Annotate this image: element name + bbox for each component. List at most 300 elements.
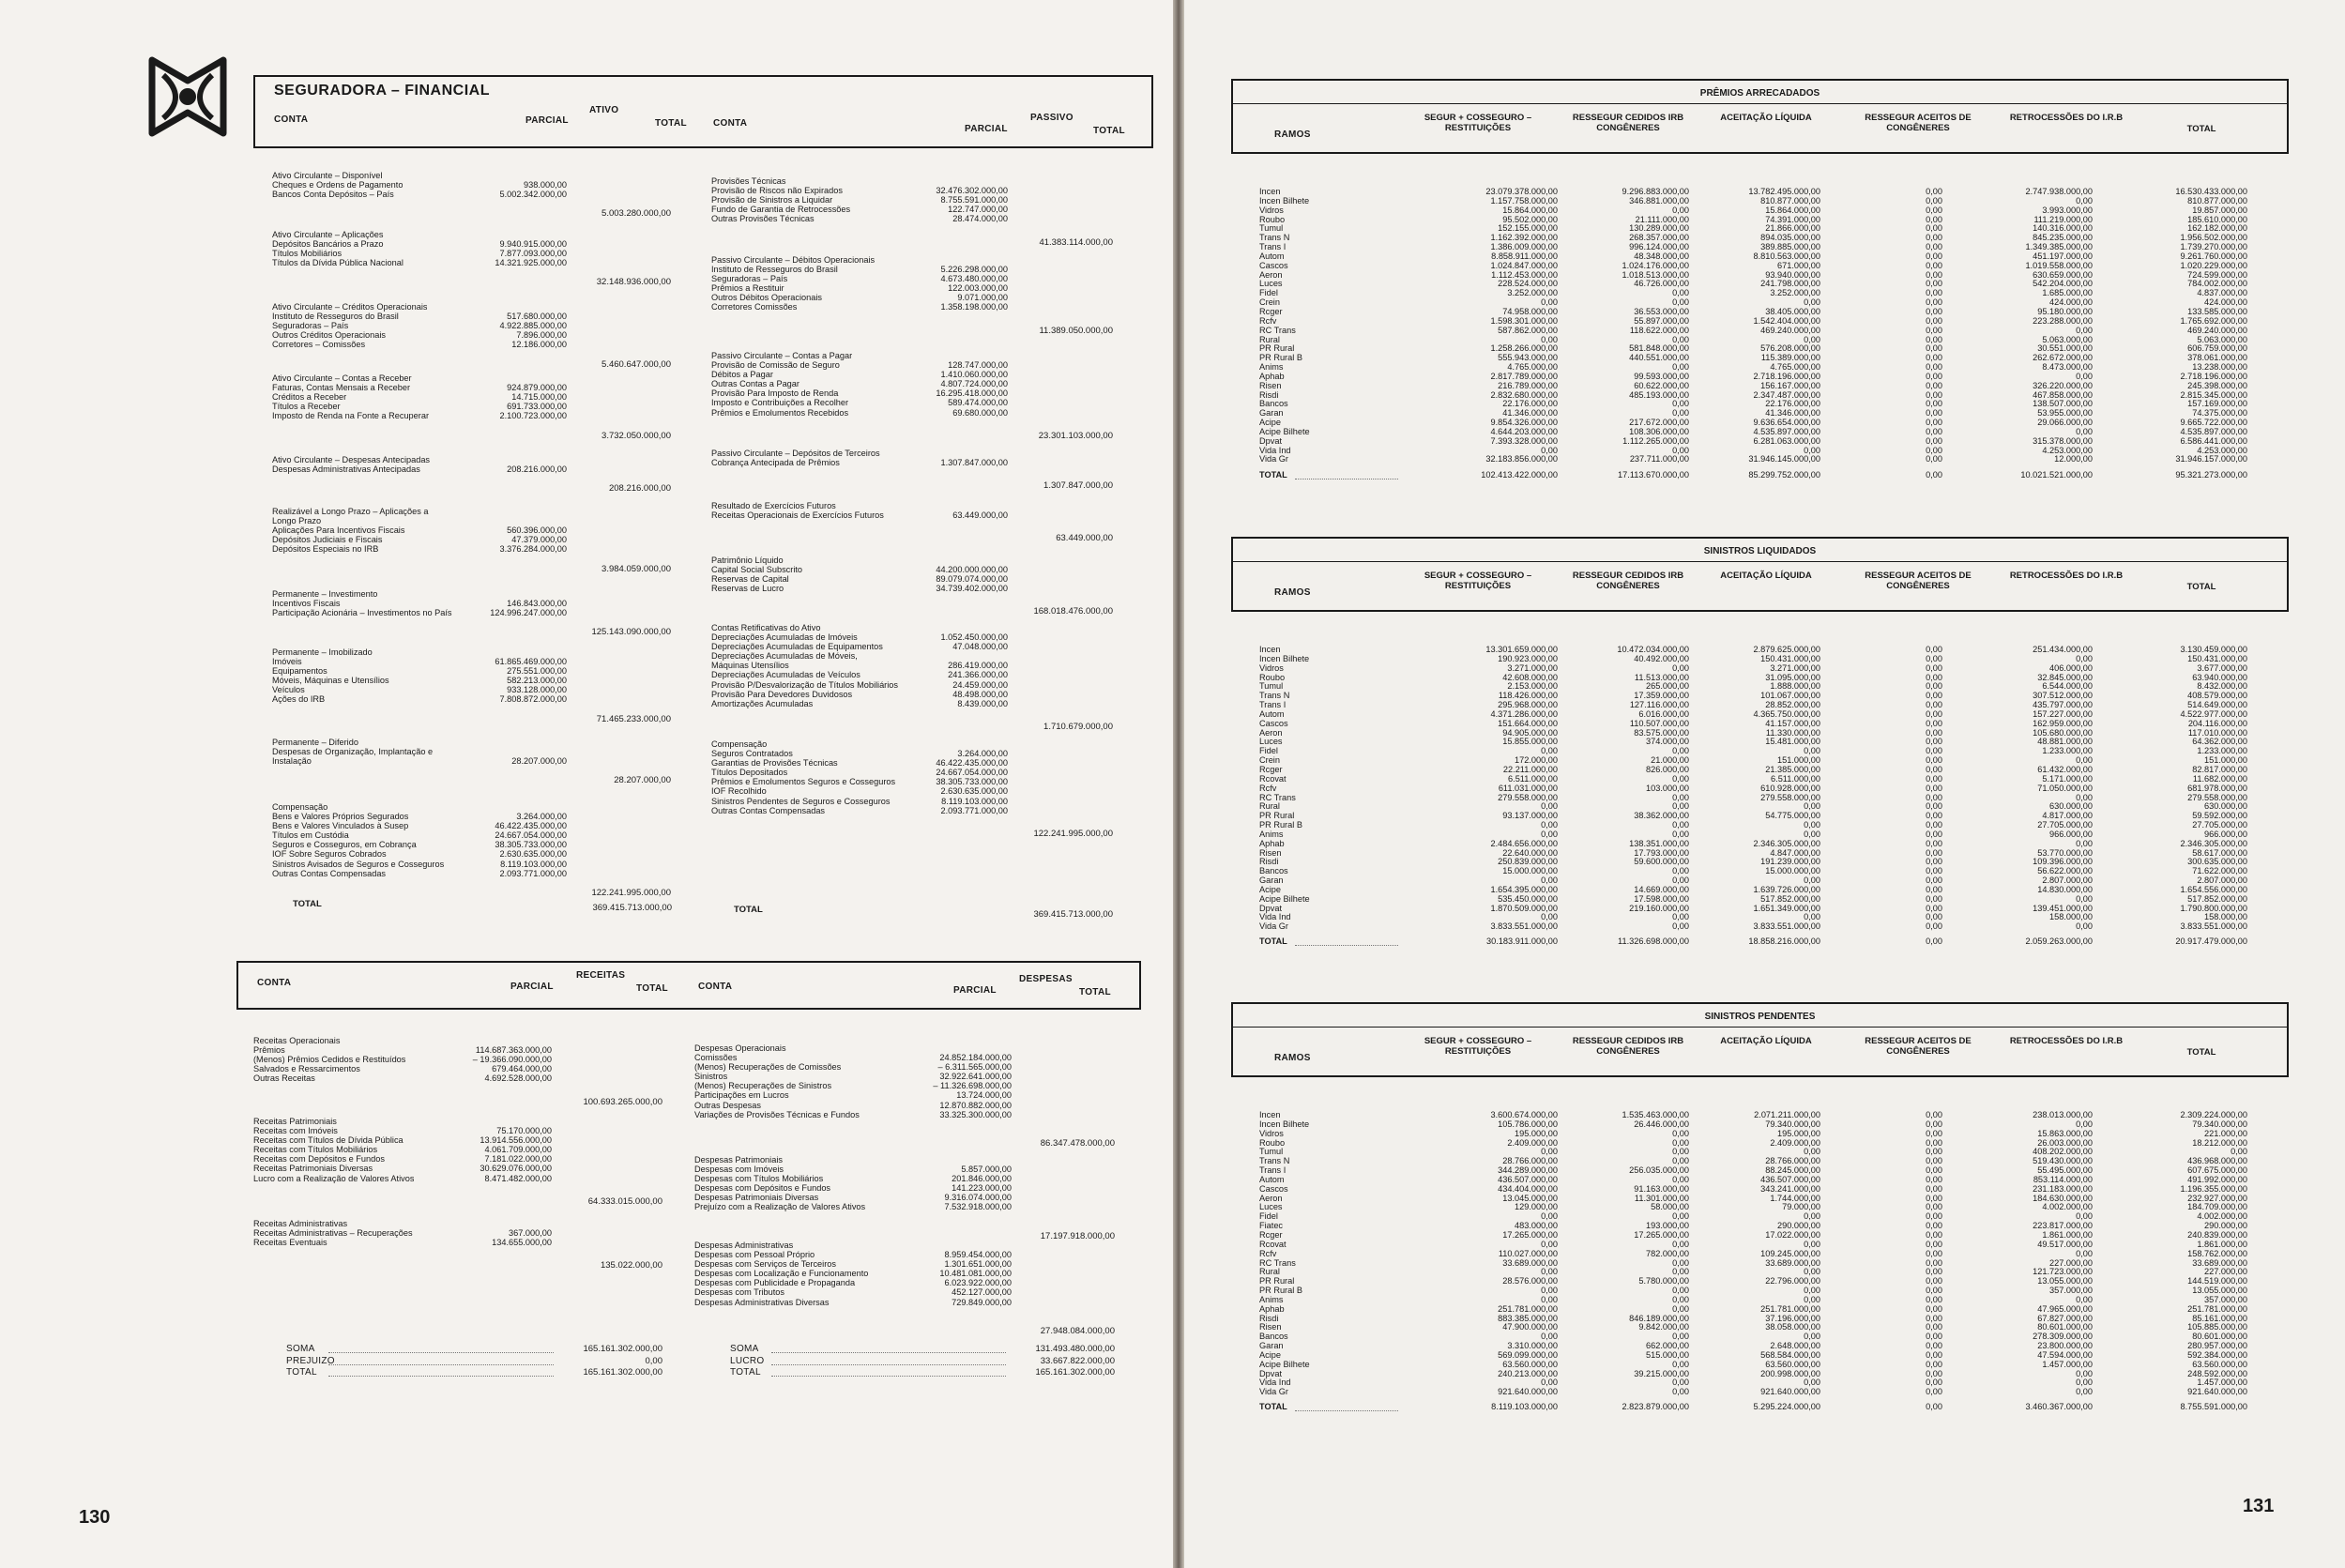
value-cell: 435.797.000,00 <box>2033 700 2093 710</box>
value-cell: 26.446.000,00 <box>1634 1119 1689 1129</box>
value-cell: 0,00 <box>1541 912 1558 922</box>
account-line: Sinistros <box>694 1072 728 1082</box>
value-cell: 0,00 <box>1926 783 1942 793</box>
value-cell: 108.306.000,00 <box>1629 426 1689 436</box>
partial-value: 46.422.435.000,00 <box>936 758 1008 769</box>
value-cell: 0,00 <box>1804 1147 1820 1157</box>
ramo-name: Vida Gr <box>1259 921 1288 932</box>
value-cell: 4.002.000,00 <box>2197 1211 2247 1222</box>
value-cell: 0,00 <box>1926 653 1942 663</box>
account-line: Corretores – Comissões <box>272 340 366 350</box>
partial-value: 5.226.298.000,00 <box>940 265 1008 275</box>
account-line: Comissões <box>694 1053 738 1063</box>
account-line: Variações de Provisões Técnicas e Fundos <box>694 1109 860 1119</box>
account-line: Ações do IRB <box>272 694 326 705</box>
value-cell: 18.212.000,00 <box>2192 1137 2247 1148</box>
account-line: Despesas de Organização, Implantação e <box>272 747 434 757</box>
value-cell: 138.507.000,00 <box>2033 399 2093 409</box>
partial-value: 141.223.000,00 <box>952 1183 1012 1194</box>
value-cell: 0,00 <box>1672 1239 1689 1249</box>
value-cell: 406.000,00 <box>2049 662 2093 673</box>
account-line: Outros Débitos Operacionais <box>711 293 822 303</box>
value-cell: 22.796.000,00 <box>1765 1276 1820 1286</box>
value-cell: 105.885.000,00 <box>2187 1322 2247 1332</box>
ramos-column <box>1259 188 1310 464</box>
account-line: Seguradoras – País <box>711 274 788 284</box>
partial-value: 452.127.000,00 <box>952 1287 1012 1298</box>
col-total: TOTAL <box>655 118 687 129</box>
total-value: 5.295.224.000,00 <box>1753 1402 1820 1412</box>
value-cell: 826.000,00 <box>1646 764 1689 774</box>
account-group-label <box>711 501 884 520</box>
partial-values <box>920 1043 1012 1119</box>
partial-value <box>477 802 567 812</box>
account-line: Depósitos Judiciais e Fiscais <box>272 535 383 545</box>
account-group-label <box>272 230 404 267</box>
value-cell: 99.593.000,00 <box>1634 371 1689 381</box>
value-cell: 79.340.000,00 <box>1765 1119 1820 1129</box>
account-line: Amortizações Acumuladas <box>711 698 814 708</box>
value-cell: 109.396.000,00 <box>2033 857 2093 867</box>
partial-value: 7.532.918.000,00 <box>944 1202 1012 1212</box>
value-cell: 133.585.000,00 <box>2187 306 2247 316</box>
total-value: 3.460.367.000,00 <box>2025 1402 2093 1412</box>
partial-value: – 19.366.090.000,00 <box>472 1055 552 1065</box>
ramo-name: Incen <box>1259 645 1281 654</box>
value-cell: 280.957.000,00 <box>2187 1341 2247 1351</box>
partial-value: 28.207.000,00 <box>511 756 567 767</box>
ramo-name: Aphab <box>1259 371 1285 381</box>
value-cell: 22.176.000,00 <box>1502 399 1558 409</box>
value-cell: 1.739.270.000,00 <box>2180 242 2247 252</box>
value-cell: 436.507.000,00 <box>1498 1174 1558 1184</box>
right-page <box>1184 0 2345 1568</box>
value-cell: 4.837.000,00 <box>2197 288 2247 298</box>
value-cell: 11.330.000,00 <box>1765 727 1820 738</box>
partial-values <box>467 1219 552 1247</box>
total-value: 0,00 <box>1926 469 1942 480</box>
value-cell: 0,00 <box>1672 1211 1689 1222</box>
footer-label: SOMA <box>730 1344 759 1354</box>
value-cell: 0,00 <box>1926 371 1942 381</box>
ramo-name: Rural <box>1259 1267 1280 1277</box>
ramo-name: Tumul <box>1259 223 1284 234</box>
value-cell: 0,00 <box>1926 242 1942 252</box>
ramo-name: Garan <box>1259 1341 1284 1351</box>
value-cell: 1.654.395.000,00 <box>1490 884 1558 894</box>
value-cell: 630.000,00 <box>2049 801 2093 812</box>
value-cell: 290.000,00 <box>1777 1221 1820 1231</box>
partial-values <box>477 507 567 554</box>
value-cell: 0,00 <box>1926 1119 1942 1129</box>
value-cell: 31.946.145.000,00 <box>1748 454 1820 464</box>
value-cell: 47.965.000,00 <box>2037 1303 2093 1314</box>
account-line: Depósitos Bancários a Prazo <box>272 239 384 250</box>
value-cell: 0,00 <box>2076 1378 2093 1388</box>
value-cell: 83.575.000,00 <box>1634 727 1689 738</box>
partial-value: 7.181.022.000,00 <box>484 1154 552 1165</box>
value-cell: 0,00 <box>1926 773 1942 784</box>
ramo-name: Rcger <box>1259 764 1283 774</box>
value-cell: 0,00 <box>1541 1378 1558 1388</box>
value-cell: 140.316.000,00 <box>2033 223 2093 234</box>
value-cell: 3.833.551.000,00 <box>1753 921 1820 932</box>
value-cell: 0,00 <box>1926 746 1942 756</box>
value-cell: 7.393.328.000,00 <box>1490 435 1558 446</box>
partial-values <box>916 623 1008 708</box>
value-cell: 22.176.000,00 <box>1765 399 1820 409</box>
account-line: Participações em Lucros <box>694 1090 789 1101</box>
value-cell: 1.258.266.000,00 <box>1490 343 1558 354</box>
group-total: 64.333.015.000,00 <box>587 1195 662 1207</box>
ramo-name: Aeron <box>1259 727 1283 738</box>
ramo-name: Cascos <box>1259 1183 1288 1194</box>
value-cell: 3.271.000,00 <box>1507 662 1558 673</box>
total-label: TOTAL <box>1259 1402 1287 1412</box>
ramo-name: Trans I <box>1259 242 1287 252</box>
footer-label: TOTAL <box>730 1367 761 1378</box>
ramo-name: Rcger <box>1259 306 1283 316</box>
value-cell: 0,00 <box>1926 1147 1942 1157</box>
value-cell: 3.833.551.000,00 <box>2180 921 2247 932</box>
value-cell: 1.765.692.000,00 <box>2180 315 2247 326</box>
value-cell: 5.171.000,00 <box>2042 773 2093 784</box>
value-cell: 251.781.000,00 <box>1498 1303 1558 1314</box>
partial-value: 2.093.771.000,00 <box>499 868 567 878</box>
account-line: Permanente – Diferido <box>272 738 358 747</box>
ramo-name: Vida Gr <box>1259 1387 1288 1397</box>
value-cell: 1.019.558.000,00 <box>2025 260 2093 270</box>
value-cell: 581.848.000,00 <box>1629 343 1689 354</box>
partial-value: 44.200.000.000,00 <box>936 565 1008 575</box>
ramo-name: Aphab <box>1259 1303 1285 1314</box>
ramo-name: Vida Gr <box>1259 454 1288 464</box>
value-cell: 1.233.000,00 <box>2197 746 2247 756</box>
value-cell: 0,00 <box>1926 811 1942 821</box>
value-cell: 110.507.000,00 <box>1629 718 1689 728</box>
account-line: Receitas Operacionais de Exercícios Futuros <box>711 510 884 521</box>
value-cell: 3.677.000,00 <box>2197 662 2247 673</box>
value-cell: 0,00 <box>1541 1294 1558 1304</box>
value-cell: 4.765.000,00 <box>1770 362 1820 373</box>
value-cell: 0,00 <box>1926 1387 1942 1397</box>
ramo-name: Aeron <box>1259 1193 1283 1203</box>
account-line: Provisões Técnicas <box>711 176 786 186</box>
value-cell: 434.404.000,00 <box>1498 1183 1558 1194</box>
value-cell: 1.654.556.000,00 <box>2180 884 2247 894</box>
account-group-label <box>711 176 850 223</box>
value-cell: 0,00 <box>1672 1378 1689 1388</box>
ramo-name: Aphab <box>1259 838 1285 848</box>
column-header: RETROCESSÕES DO I.R.B <box>2009 1036 2124 1046</box>
account-line: Despesas Administrativas Antecipadas <box>272 464 420 475</box>
value-cell: 1.457.000,00 <box>2197 1378 2247 1388</box>
value-cell: 33.689.000,00 <box>1502 1257 1558 1268</box>
partial-value <box>477 507 567 516</box>
group-total: 28.207.000,00 <box>614 775 671 786</box>
value-cell: 11.301.000,00 <box>1634 1193 1689 1203</box>
ramo-name: Anims <box>1259 362 1284 373</box>
value-cell: 15.000.000,00 <box>1502 866 1558 876</box>
value-cell: 36.553.000,00 <box>1634 306 1689 316</box>
table-title: SINISTROS PENDENTES <box>1704 1012 1816 1022</box>
value-cell: 784.002.000,00 <box>2187 279 2247 289</box>
total-value: 18.858.216.000,00 <box>1748 936 1820 947</box>
value-cell: 1.535.463.000,00 <box>1622 1110 1689 1119</box>
value-cell: 0,00 <box>1804 1211 1820 1222</box>
value-cell: 0,00 <box>1926 1378 1942 1388</box>
value-cell: 8.473.000,00 <box>2042 362 2093 373</box>
partial-value: 3.376.284.000,00 <box>499 544 567 555</box>
value-cell: 0,00 <box>1804 801 1820 812</box>
account-line: Prejuízo com a Realização de Valores Ativos <box>694 1202 866 1212</box>
dot-leader <box>771 1352 1006 1353</box>
value-cell: 12.000,00 <box>2054 454 2093 464</box>
group-total: 122.241.995.000,00 <box>591 887 671 898</box>
value-cell: 93.137.000,00 <box>1502 811 1558 821</box>
value-column <box>1409 646 1558 932</box>
ramo-name: Fidel <box>1259 1211 1278 1222</box>
account-group-label <box>272 171 403 199</box>
account-line: Depreciações Acumuladas de Veículos <box>711 670 860 680</box>
account-line: Depósitos Especiais no IRB <box>272 544 379 555</box>
value-cell: 0,00 <box>1804 912 1820 922</box>
account-line: Despesas com Serviços de Terceiros <box>694 1259 836 1270</box>
value-cell: 996.124.000,00 <box>1629 242 1689 252</box>
value-cell: 38.058.000,00 <box>1765 1322 1820 1332</box>
ramo-name: Incen Bilhete <box>1259 195 1310 206</box>
value-cell: 115.389.000,00 <box>1760 353 1820 363</box>
value-column <box>1548 646 1689 932</box>
value-cell: 139.451.000,00 <box>2033 903 2093 913</box>
total-value: 10.021.521.000,00 <box>2020 469 2093 480</box>
value-cell: 245.398.000,00 <box>2187 380 2247 390</box>
value-cell: 162.959.000,00 <box>2033 718 2093 728</box>
account-line: Provisão P/Desvalorização de Títulos Mobiliários <box>711 679 898 690</box>
value-cell: 0,00 <box>2076 1368 2093 1378</box>
value-cell: 3.252.000,00 <box>1507 288 1558 298</box>
partial-value: 13.724.000,00 <box>956 1090 1012 1101</box>
value-cell: 0,00 <box>1672 205 1689 215</box>
value-cell: 1.956.502.000,00 <box>2180 233 2247 243</box>
value-cell: 1.196.355.000,00 <box>2180 1183 2247 1194</box>
value-cell: 0,00 <box>1926 195 1942 206</box>
partial-value: 32.922.641.000,00 <box>939 1072 1012 1082</box>
value-cell: 15.864.000,00 <box>1502 205 1558 215</box>
value-cell: 1.349.385.000,00 <box>2025 242 2093 252</box>
value-cell: 326.220.000,00 <box>2033 380 2093 390</box>
account-group-label <box>272 802 444 878</box>
account-line: Despesas com Depósitos e Fundos <box>694 1183 831 1194</box>
account-line: Cheques e Ordens de Pagamento <box>272 180 404 190</box>
account-group-label <box>272 507 429 554</box>
value-cell: 0,00 <box>1926 343 1942 354</box>
value-cell: 0,00 <box>1926 187 1942 196</box>
partial-value: 24.459.000,00 <box>952 679 1008 690</box>
account-line: Receitas Administrativas <box>253 1219 348 1228</box>
partial-values <box>467 1117 552 1183</box>
ramo-name: Rcfv <box>1259 1248 1277 1258</box>
total-value: 8.119.103.000,00 <box>1491 1402 1558 1412</box>
partial-value <box>916 623 1008 632</box>
value-cell: 4.253.000,00 <box>2042 445 2093 455</box>
account-line: Reservas de Capital <box>711 574 789 585</box>
value-cell: 0,00 <box>1672 445 1689 455</box>
value-cell: 2.071.211.000,00 <box>1754 1110 1820 1119</box>
value-cell: 1.542.404.000,00 <box>1753 315 1820 326</box>
value-cell: 0,00 <box>1672 662 1689 673</box>
column-header: RESSEGUR ACEITOS DE CONGÊNERES <box>1865 113 1972 133</box>
account-group-label <box>272 373 429 420</box>
ramo-name: PR Rural <box>1259 1276 1295 1286</box>
partial-values <box>916 176 1008 223</box>
ramo-name: PR Rural <box>1259 343 1295 354</box>
account-line: Passivo Circulante – Depósitos de Terceiros <box>711 449 880 458</box>
partial-value: 33.325.300.000,00 <box>939 1109 1012 1119</box>
account-line: Contas Retificativas do Ativo <box>711 623 821 632</box>
col-parcial: PARCIAL <box>525 115 569 126</box>
value-cell: 47.900.000,00 <box>1502 1322 1558 1332</box>
value-cell: 46.726.000,00 <box>1634 279 1689 289</box>
account-line: Ativo Circulante – Contas a Receber <box>272 373 412 383</box>
value-cell: 184.709.000,00 <box>2187 1202 2247 1212</box>
value-cell: 268.357.000,00 <box>1629 233 1689 243</box>
value-cell: 921.640.000,00 <box>2187 1387 2247 1397</box>
value-cell: 0,00 <box>1672 1267 1689 1277</box>
value-cell: 8.810.563.000,00 <box>1753 251 1820 261</box>
account-line: Ativo Circulante – Aplicações <box>272 230 384 239</box>
account-line: Outras Contas Compensadas <box>272 868 387 878</box>
group-total: 122.241.995.000,00 <box>1033 828 1113 839</box>
account-line: Salvados e Ressarcimentos <box>253 1064 360 1074</box>
footer-value: 165.161.302.000,00 <box>583 1367 662 1378</box>
account-line: Outras Contas Compensadas <box>711 805 826 815</box>
partial-value: 729.849.000,00 <box>952 1297 1012 1307</box>
value-cell: 0,00 <box>2076 426 2093 436</box>
ramo-name: Risdi <box>1259 1313 1279 1323</box>
value-cell: 6.544.000,00 <box>2042 681 2093 692</box>
value-cell: 295.968.000,00 <box>1498 700 1558 710</box>
partial-value: 589.474.000,00 <box>948 398 1008 408</box>
value-cell: 221.000,00 <box>2204 1128 2247 1138</box>
partial-value <box>916 739 1008 749</box>
partial-value: 24.852.184.000,00 <box>939 1053 1012 1063</box>
ramo-name: PR Rural B <box>1259 353 1302 363</box>
account-group-label <box>711 623 898 708</box>
column-header: ACEITAÇÃO LÍQUIDA <box>1720 1036 1812 1046</box>
value-cell: 0,00 <box>1804 820 1820 830</box>
partial-value: 4.807.724.000,00 <box>940 379 1008 389</box>
value-cell: 0,00 <box>2076 1119 2093 1129</box>
value-cell: 150.431.000,00 <box>1760 653 1820 663</box>
page-title: SEGURADORA – FINANCIAL <box>274 83 490 99</box>
account-line: Passivo Circulante – Débitos Operacionais <box>711 255 876 265</box>
value-cell: 0,00 <box>1926 297 1942 308</box>
total-value: 30.183.911.000,00 <box>1486 936 1558 947</box>
value-cell: 41.346.000,00 <box>1765 408 1820 419</box>
value-cell: 48.348.000,00 <box>1634 251 1689 261</box>
title-rule <box>1233 561 2287 562</box>
footer-label: SOMA <box>286 1344 315 1354</box>
value-cell: 0,00 <box>1541 1239 1558 1249</box>
value-cell: 630.000,00 <box>2204 801 2247 812</box>
account-line: Participação Acionária – Investimentos no País <box>272 608 452 618</box>
ramo-name: Bancos <box>1259 866 1288 876</box>
value-cell: 5.780.000,00 <box>1638 1276 1689 1286</box>
value-cell: 82.817.000,00 <box>2192 764 2247 774</box>
partial-value <box>916 351 1008 360</box>
ramo-name: Acipe <box>1259 418 1281 428</box>
account-line: Depreciações Acumuladas de Imóveis <box>711 632 858 643</box>
account-line: Faturas, Contas Mensais a Receber <box>272 383 411 393</box>
partial-value: 134.655.000,00 <box>492 1238 552 1248</box>
col-parcial-inc-2: PARCIAL <box>953 985 997 996</box>
value-cell: 810.877.000,00 <box>1760 195 1820 206</box>
value-cell: 63.560.000,00 <box>2192 1359 2247 1369</box>
partial-value: 16.295.418.000,00 <box>936 388 1008 399</box>
group-total: 23.301.103.000,00 <box>1038 430 1113 441</box>
partial-value <box>477 455 567 464</box>
value-cell: 0,00 <box>1926 847 1942 858</box>
value-cell: 219.160.000,00 <box>1629 903 1689 913</box>
value-cell: 0,00 <box>1804 1239 1820 1249</box>
partial-value: 13.914.556.000,00 <box>480 1135 552 1146</box>
value-cell: 185.610.000,00 <box>2187 214 2247 224</box>
account-line: Provisão Para Imposto de Renda <box>711 388 839 399</box>
value-cell: 1.024.176.000,00 <box>1622 260 1689 270</box>
value-cell: 436.968.000,00 <box>2187 1156 2247 1166</box>
account-line: Despesas com Títulos Mobiliários <box>694 1174 824 1184</box>
value-cell: 231.183.000,00 <box>2033 1183 2093 1194</box>
ramo-name: RC Trans <box>1259 1257 1296 1268</box>
ramo-name: Dpvat <box>1259 1368 1283 1378</box>
value-cell: 26.003.000,00 <box>2037 1137 2093 1148</box>
value-cell: 0,00 <box>1672 288 1689 298</box>
value-cell: 0,00 <box>2076 838 2093 848</box>
partial-value <box>920 1155 1012 1165</box>
value-cell: 9.636.654.000,00 <box>1753 418 1820 428</box>
account-line: Provisão de Sinistros a Liquidar <box>711 195 833 206</box>
account-line: Sinistros Avisados de Seguros e Cosseguros <box>272 859 445 869</box>
dot-leader <box>1295 479 1398 480</box>
value-cell: 0,00 <box>1926 426 1942 436</box>
total-value: 20.917.479.000,00 <box>2175 936 2247 947</box>
account-group-label <box>711 739 895 815</box>
value-cell: 15.481.000,00 <box>1765 737 1820 747</box>
partial-values <box>916 739 1008 815</box>
value-cell: 0,00 <box>1926 233 1942 243</box>
account-line: Despesas com Tributos <box>694 1287 784 1298</box>
account-line: Despesas Patrimoniais <box>694 1155 783 1165</box>
ramo-name: Tumul <box>1259 681 1284 692</box>
value-cell: 0,00 <box>1926 251 1942 261</box>
value-cell: 21.000,00 <box>1651 755 1689 766</box>
partial-value <box>920 1043 1012 1053</box>
account-line: Títulos Mobiliários <box>272 249 343 259</box>
value-cell: 118.426.000,00 <box>1498 691 1558 701</box>
ramo-name: Fiatec <box>1259 1221 1284 1231</box>
partial-value: 9.316.074.000,00 <box>944 1193 1012 1203</box>
ramo-name: Tumul <box>1259 1147 1284 1157</box>
account-line: Instalação <box>272 756 312 767</box>
ativo-total-label: TOTAL <box>293 899 322 909</box>
partial-value: 69.680.000,00 <box>952 407 1008 418</box>
column-header: RETROCESSÕES DO I.R.B <box>2009 113 2124 123</box>
value-cell: 109.245.000,00 <box>1760 1248 1820 1258</box>
value-cell: 0,00 <box>1672 773 1689 784</box>
account-line: Instituto de Resseguros do Brasil <box>711 265 838 275</box>
value-column <box>1839 646 1942 932</box>
